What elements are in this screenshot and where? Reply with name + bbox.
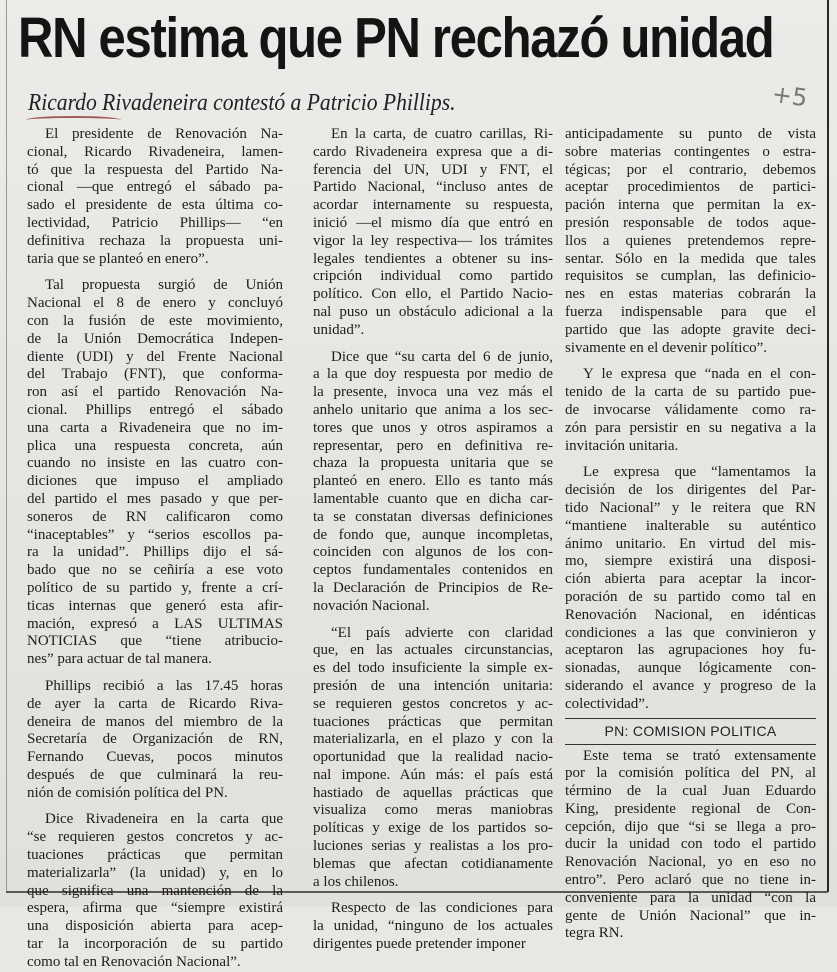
border-right bbox=[827, 0, 829, 892]
text-line: de invocarse válidamente como ra- bbox=[565, 401, 816, 418]
text-line: “El país advierte con claridad bbox=[331, 624, 553, 641]
paragraph-gap bbox=[27, 669, 283, 678]
text-line: mo, siempre existirá una disposi- bbox=[565, 553, 816, 570]
text-line: de ayer la carta de Ricardo Riva- bbox=[27, 695, 283, 712]
paragraph-gap bbox=[313, 340, 553, 349]
column-1 bbox=[27, 126, 283, 972]
text-line: representar, pero en definitiva re- bbox=[313, 437, 553, 454]
text-line: requisitos se cumplan, las definicio- bbox=[565, 268, 816, 285]
text-line: pación interna que permitan la ex- bbox=[565, 197, 816, 214]
subheadline: Ricardo Rivadeneira contestó a Patricio Phillips. bbox=[28, 90, 456, 116]
text-line: fuerza indispensable para que el bbox=[565, 303, 816, 320]
text-line: nes” para actuar de tal manera. bbox=[27, 651, 212, 668]
text-line: cional. Phillips entregó el sábado bbox=[27, 401, 283, 418]
text-line: legales tendientes a obtener su ins- bbox=[313, 250, 553, 267]
text-line: se requieren gestos concretos y ac- bbox=[313, 695, 553, 712]
text-line: nal impone. Aún más: el país está bbox=[313, 766, 553, 783]
text-line: nión de comisión política del PN. bbox=[27, 784, 228, 801]
text-line: oportunidad que la realidad nacio- bbox=[313, 749, 553, 766]
text-line: En la carta, de cuatro carillas, Ri- bbox=[331, 126, 553, 142]
text-line: una carta a Rivadeneira que no im- bbox=[27, 419, 283, 436]
text-line: ducir la unidad con todo el partido bbox=[565, 836, 816, 853]
text-line: como tal en Renovación Nacional”. bbox=[27, 953, 241, 970]
section-title: PN: COMISION POLITICA bbox=[604, 722, 777, 739]
text-line: espera, afirma que “siempre existirá bbox=[27, 900, 283, 917]
text-line: materializarla, en el plazo y con la bbox=[313, 731, 553, 748]
text-line: diciones que impuso el ampliado bbox=[27, 473, 283, 490]
text-line: planteó en enero. Ello es tanto más bbox=[313, 473, 553, 490]
text-line: chaza la propuesta unitaria que se bbox=[313, 455, 553, 472]
text-line: plica una respuesta concreta, aún bbox=[27, 437, 283, 454]
text-line: término de la cual Juan Eduardo bbox=[565, 783, 816, 800]
text-line: tuaciones prácticas que permitan bbox=[313, 713, 553, 730]
text-line: tar la incorporación de su partido bbox=[27, 936, 283, 953]
text-line: mación, expresó a LAS ULTIMAS bbox=[27, 615, 283, 632]
text-line: aceptaron las agrupaciones hoy fu- bbox=[565, 642, 816, 659]
text-line: tores que unos y otros aspiramos a bbox=[313, 419, 553, 436]
text-line: Secretaría de Organización de RN, bbox=[27, 731, 283, 748]
text-line: la unidad, “ninguno de los actuales bbox=[313, 918, 553, 935]
text-line: “mantiene inalterable su auténtico bbox=[565, 517, 816, 534]
column-3 bbox=[565, 126, 816, 943]
text-line: del partido el mes pasado y que per- bbox=[27, 490, 283, 507]
paragraph-gap bbox=[313, 616, 553, 625]
text-line: bado que no se ceñiría a ese voto bbox=[27, 562, 283, 579]
text-line: una disposición abierta para acep- bbox=[27, 918, 283, 935]
text-line: ción abierta para aceptar la incor- bbox=[565, 571, 816, 588]
text-line: gente de Unión Nacional” que in- bbox=[565, 907, 816, 924]
text-line: blemas que afectan cotidianamente bbox=[313, 855, 553, 872]
text-line: cardo Rivadeneira expresa que a di- bbox=[313, 143, 553, 160]
text-line: Y le expresa que “nada en el con- bbox=[583, 366, 816, 383]
text-line: cional, Ricardo Rivadeneira, lamen- bbox=[27, 143, 283, 160]
text-line: ra la unidad”. Phillips dijo el sá- bbox=[27, 544, 283, 561]
text-line: Renovación Nacional, yo en eso no bbox=[565, 854, 816, 871]
text-line: que, en las actuales circunstancias, bbox=[313, 642, 553, 659]
text-line: tégicas; por el contrario, debemos bbox=[565, 161, 816, 178]
column-2 bbox=[313, 126, 553, 954]
text-line: cepción, dijo que “si se llega a pro- bbox=[565, 818, 816, 835]
text-line: coinciden con algunos de los con- bbox=[313, 544, 553, 561]
text-line: a los chilenos. bbox=[313, 873, 399, 890]
text-line: cripción individual como partido bbox=[313, 268, 553, 285]
text-line: cuando no insiste en las cuatro con- bbox=[27, 455, 283, 472]
text-line: dirigentes puede pretender imponer bbox=[313, 936, 526, 953]
text-line: sivamente en el devenir político”. bbox=[565, 339, 768, 356]
paragraph-gap bbox=[313, 891, 553, 900]
handwritten-underline bbox=[26, 116, 121, 124]
text-line: sentar. Sólo en la medida que tales bbox=[565, 250, 816, 267]
text-line: partido que las adopte gravite deci- bbox=[565, 321, 816, 338]
text-line: vigor la ley respectiva— los trámites bbox=[313, 232, 553, 249]
text-line: lectividad, Patricio Phillips— “en bbox=[27, 214, 283, 231]
text-line: cional —que entregó el sábado pa- bbox=[27, 179, 283, 196]
text-line: político de su partido y, frente a crí- bbox=[27, 579, 283, 596]
text-line: zón para persistir en su negativa a la bbox=[565, 419, 816, 436]
text-line: Le expresa que “lamentamos la bbox=[583, 464, 816, 481]
section-rule-top bbox=[565, 718, 816, 719]
text-line: sobre materias contingentes o estra- bbox=[565, 143, 816, 160]
text-line: con la fusión de este movimiento, bbox=[27, 312, 283, 329]
text-line: anhelo unitario que anima a los sec- bbox=[313, 401, 553, 418]
text-line: presión de una intención unitaria: bbox=[313, 677, 553, 694]
text-line: unidad”. bbox=[313, 321, 365, 338]
text-line: poración de su partido como tal en bbox=[565, 588, 816, 605]
text-line: El presidente de Renovación Na- bbox=[45, 126, 283, 142]
text-line: materializarla” (la unidad) y, en lo bbox=[27, 864, 283, 881]
text-line: tido Nacional” y le reitera que RN bbox=[565, 499, 816, 516]
text-line: Dice Rivadeneira en la carta que bbox=[45, 811, 283, 828]
text-line: decisión de los dirigentes del Par- bbox=[565, 482, 816, 499]
text-line: tegra RN. bbox=[565, 925, 624, 942]
text-line: Renovación Nacional, en idénticas bbox=[565, 606, 816, 623]
text-line: lamentable cuanto que en dicha car- bbox=[313, 490, 553, 507]
text-line: tuaciones prácticas que permitan bbox=[27, 847, 283, 864]
text-line: visualiza como meras maniobras bbox=[313, 802, 553, 819]
text-line: a la que doy respuesta por medio de bbox=[313, 366, 553, 383]
text-line: ticas internas que generó esta afir- bbox=[27, 597, 283, 614]
text-line: del Trabajo (FNT), que conforma- bbox=[27, 366, 283, 383]
text-line: entro”. Pero aclaró que no tiene in- bbox=[565, 872, 816, 889]
text-line: nal puso un obstáculo adicional a la bbox=[313, 303, 553, 320]
border-left bbox=[6, 0, 7, 892]
text-line: Tal propuesta surgió de Unión bbox=[45, 277, 283, 294]
text-line: diente (UDI) y del Frente Nacional bbox=[27, 348, 283, 365]
headline: RN estima que PN rechazó unidad bbox=[18, 6, 774, 70]
text-line: conveniente para la unidad “con la bbox=[565, 889, 816, 906]
text-line: inició —el mismo día que entró en bbox=[313, 214, 553, 231]
text-line: llos a quienes pretendemos repre- bbox=[565, 232, 816, 249]
text-line: ferencia del UN, UDI y FNT, el bbox=[313, 161, 553, 178]
text-line: luciones serias y realistas a los pro- bbox=[313, 838, 553, 855]
text-line: Partido Nacional, “incluso antes de bbox=[313, 179, 553, 196]
text-line: después de que culminará la reu- bbox=[27, 766, 283, 783]
text-line: deneira de manos del miembro de la bbox=[27, 713, 283, 730]
text-line: la Declaración de Principios de Re- bbox=[313, 579, 553, 596]
text-line: aceptar procedimientos de partici- bbox=[565, 179, 816, 196]
text-line: colectividad”. bbox=[565, 695, 649, 712]
text-line: es del todo insuficiente la simple ex- bbox=[313, 660, 553, 677]
text-line: King, presidente regional de Con- bbox=[565, 800, 816, 817]
text-line: taria que se planteó en enero”. bbox=[27, 250, 209, 267]
text-line: Fernando Cuevas, pocos minutos bbox=[27, 749, 283, 766]
text-line: definitiva rechaza la propuesta uni- bbox=[27, 232, 283, 249]
section-rule-bottom bbox=[565, 744, 816, 745]
text-line: tenido de la carta de su partido pue- bbox=[565, 384, 816, 401]
text-line: tó que la respuesta del Partido Na- bbox=[27, 161, 283, 178]
text-line: soneros de RN calificaron como bbox=[27, 508, 283, 525]
text-line: condiciones a las que convinieron y bbox=[565, 624, 816, 641]
text-line: acordar internamente su respuesta, bbox=[313, 197, 553, 214]
paragraph-gap bbox=[565, 357, 816, 366]
text-line: Dice que “su carta del 6 de junio, bbox=[331, 348, 553, 365]
text-line: ceptos fundamentales contenidos en bbox=[313, 562, 553, 579]
text-line: ron así el partido Renovación Na- bbox=[27, 384, 283, 401]
text-line: ta se constatan diversas definiciones bbox=[313, 508, 553, 525]
text-line: anticipadamente su punto de vista bbox=[565, 126, 816, 142]
text-line: siderando el avance y progreso de la bbox=[565, 677, 816, 694]
text-line: hastiado de aquellas prácticas que bbox=[313, 784, 553, 801]
text-line: políticas y exige de los partidos so- bbox=[313, 820, 553, 837]
text-line: sado el presidente de esta última co- bbox=[27, 197, 283, 214]
text-line: nes en estas materias cobrarán la bbox=[565, 286, 816, 303]
paragraph-gap bbox=[27, 802, 283, 811]
text-line: Respecto de las condiciones para bbox=[331, 900, 553, 917]
text-line: ánimo unitario. En virtud del mis- bbox=[565, 535, 816, 552]
text-line: presión responsable de todos aque- bbox=[565, 214, 816, 231]
text-line: “se requieren gestos concretos y ac- bbox=[27, 829, 283, 846]
text-line: por la comisión política del PN, al bbox=[565, 765, 816, 782]
paragraph-gap bbox=[27, 268, 283, 277]
text-line: “inaceptables” y “serios escollos pa- bbox=[27, 526, 283, 543]
text-line: sionadas, aunque lógicamente con- bbox=[565, 660, 816, 677]
text-line: Nacional el 8 de enero y concluyó bbox=[27, 295, 283, 312]
text-line: NOTICIAS que “tiene atribucio- bbox=[27, 633, 283, 650]
text-line: político. Con ello, el Partido Nacio- bbox=[313, 286, 553, 303]
text-line: la presente, invoca una vez más el bbox=[313, 384, 553, 401]
text-line: de fondo que, aunque incompletas, bbox=[313, 526, 553, 543]
text-line: Phillips recibió a las 17.45 horas bbox=[45, 677, 283, 694]
text-line: que significa una mantención de la bbox=[27, 882, 283, 899]
text-line: novación Nacional. bbox=[313, 597, 430, 614]
text-line: invitación unitaria. bbox=[565, 437, 679, 454]
paragraph-gap bbox=[565, 455, 816, 464]
text-line: de la Unión Democrática Indepen- bbox=[27, 330, 283, 347]
handwritten-mark: +5 bbox=[770, 79, 810, 113]
text-line: Este tema se trató extensamente bbox=[583, 747, 816, 764]
